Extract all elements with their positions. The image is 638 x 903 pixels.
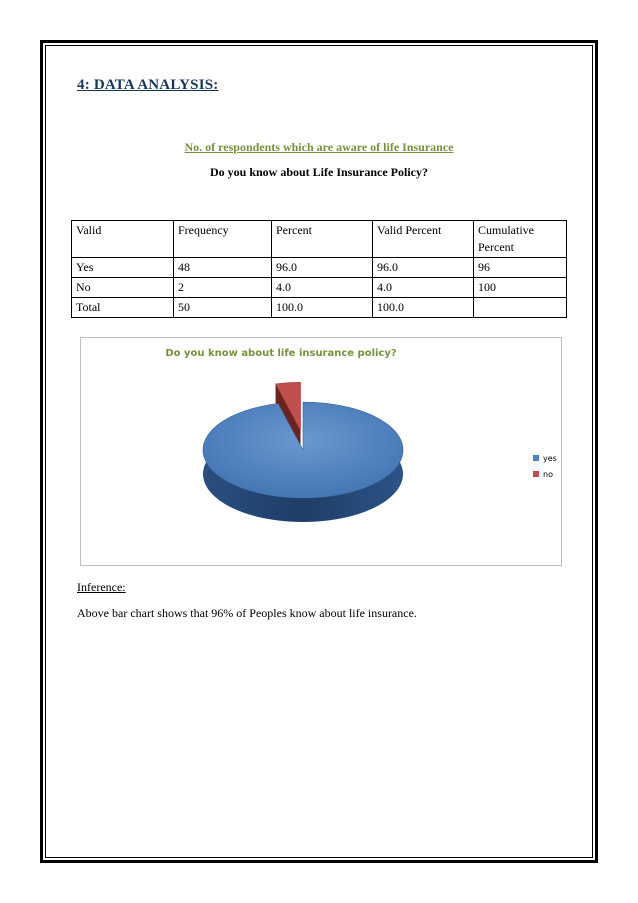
header-cell: Valid [72, 221, 174, 258]
table-cell: 2 [174, 278, 272, 298]
table-cell: 100 [474, 278, 567, 298]
header-cell: Percent [272, 221, 373, 258]
table-cell: 4.0 [272, 278, 373, 298]
legend-swatch-no [533, 471, 539, 477]
legend-item-no [533, 466, 557, 482]
legend-label-yes: yes [543, 453, 557, 463]
inference-text: Above bar chart shows that 96% of Peoples know about life insurance. [77, 606, 417, 620]
table-cell: Total [72, 298, 174, 318]
table-row [72, 278, 567, 298]
table-cell: No [72, 278, 174, 298]
legend-swatch-yes [533, 455, 539, 461]
pie-slice-yes [203, 402, 403, 498]
inference-label: Inference: [77, 580, 126, 594]
pie-chart-frame [80, 337, 562, 566]
legend-item-yes [533, 450, 557, 466]
survey-question: Do you know about Life Insurance Policy? [209, 165, 429, 179]
frequency-table [71, 220, 567, 318]
table-cell: 50 [174, 298, 272, 318]
chart-legend [533, 450, 557, 482]
pie-slices [203, 382, 403, 522]
table-cell: 48 [174, 258, 272, 278]
section-heading: 4: DATA ANALYSIS: [77, 77, 219, 93]
header-cell: Cumulative Percent [474, 221, 567, 258]
table-caption [0, 140, 638, 155]
table-cell [474, 298, 567, 318]
pie-chart [81, 338, 561, 565]
table-cell: 100.0 [373, 298, 474, 318]
table-cell: 96.0 [272, 258, 373, 278]
chart-title: Do you know about life insurance policy? [165, 348, 397, 359]
table-cell: 96 [474, 258, 567, 278]
table-cell: 96.0 [373, 258, 474, 278]
header-cell: Frequency [174, 221, 272, 258]
table-cell: Yes [72, 258, 174, 278]
table-header-row [72, 221, 567, 258]
header-cell: Valid Percent [373, 221, 474, 258]
table-row [72, 298, 567, 318]
table-caption-text: No. of respondents which are aware of life Insurance [184, 140, 454, 154]
legend-label-no: no [543, 469, 553, 479]
table-row [72, 258, 567, 278]
table-cell: 4.0 [373, 278, 474, 298]
table-cell: 100.0 [272, 298, 373, 318]
